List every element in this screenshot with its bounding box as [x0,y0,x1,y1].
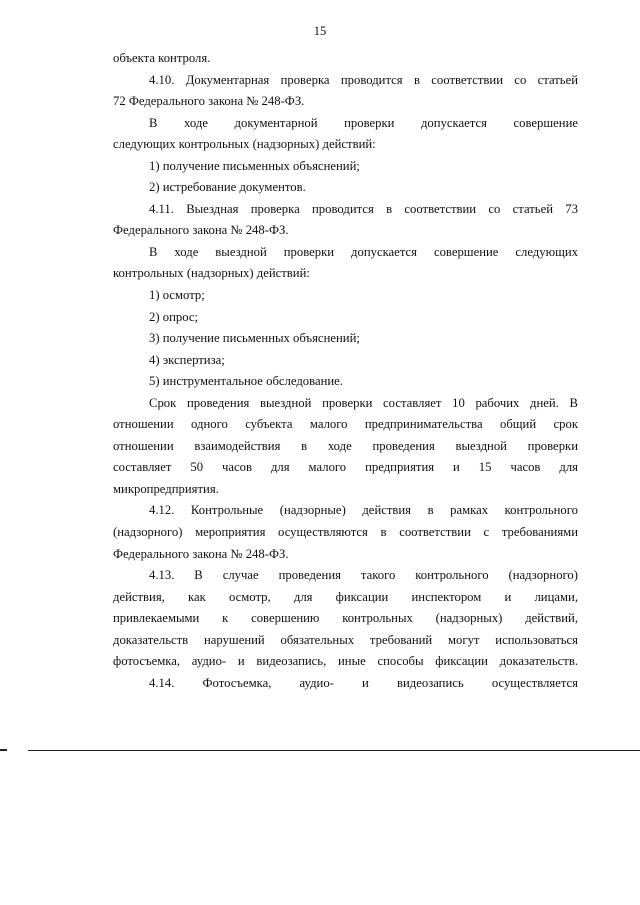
text-line: 72 Федерального закона № 248-ФЗ. [113,94,305,109]
text-line: 2) истребование документов. [149,180,306,195]
text-line: 3) получение письменных объяснений; [149,331,360,346]
text-line: составляет 50 часов для малого предприятия и 15 часов для [113,460,578,475]
text-line: отношении одного субъекта малого предпринимательства общий срок [113,417,578,432]
text-line: 1) осмотр; [149,288,205,303]
text-line: 4.13. В случае проведения такого контрольного (надзорного) [149,568,578,583]
page-separator-line [28,750,640,751]
text-line: действия, как осмотр, для фиксации инспектором и лицами, [113,589,578,604]
text-line: объекта контроля. [113,51,211,65]
text-line: отношении взаимодействия в ходе проведения выездной проверки [113,438,578,453]
text-line: 2) опрос; [149,309,199,324]
text-line: 4.14. Фотосъемка, аудио- и видеозапись осуществляется [149,675,578,690]
text-line: В ходе документарной проверки допускается совершение [149,115,578,130]
text-line: 1) получение письменных объяснений; [149,158,360,173]
document-body [113,48,578,694]
text-line: 4.10. Документарная проверка проводится в соответствии со статьей [149,72,578,87]
page-number: 15 [313,24,327,38]
text-line: 4) экспертиза; [149,352,225,367]
text-line: 5) инструментальное обследование. [149,374,343,389]
text-line: Срок проведения выездной проверки составляет 10 рабочих дней. В [149,395,578,410]
text-line: фотосъемка, аудио- и видеозапись, иные способы фиксации доказательств. [113,654,578,669]
text-line: доказательств нарушений обязательных требований могут использоваться [113,632,578,647]
text-line: контрольных (надзорных) действий: [113,266,310,281]
text-line: 4.12. Контрольные (надзорные) действия в рамках контрольного [149,503,578,518]
text-line: привлекаемыми к совершению контрольных (надзорных) действий, [113,611,578,626]
text-line: следующих контрольных (надзорных) действий: [113,137,376,152]
text-line: В ходе выездной проверки допускается совершение следующих [149,244,578,259]
text-line: микропредприятия. [113,481,219,496]
text-line: Федерального закона № 248-ФЗ. [113,223,289,238]
text-line: Федерального закона № 248-ФЗ. [113,546,289,561]
text-line: (надзорного) мероприятия осуществляются в соответствии с требованиями [113,525,578,540]
text-line: 4.11. Выездная проверка проводится в соответствии со статьей 73 [149,201,578,216]
left-edge-mark [0,749,7,751]
